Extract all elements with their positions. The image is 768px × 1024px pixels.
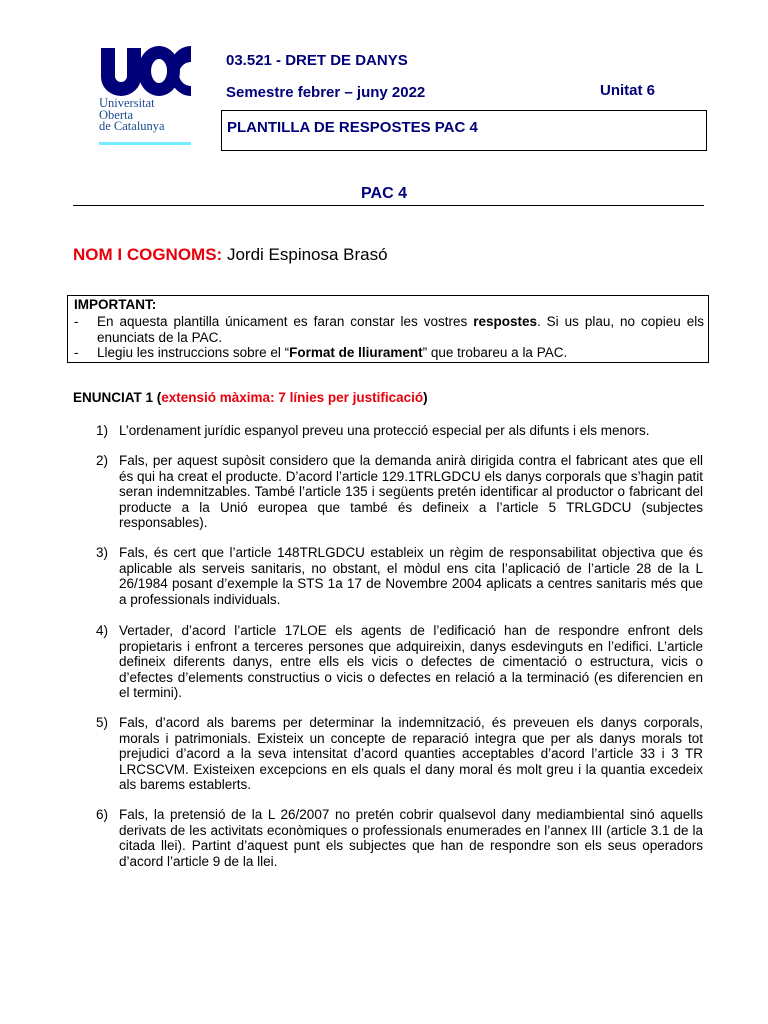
answer-number: 1) xyxy=(96,423,109,438)
answer-text: L’ordenament jurídic espanyol preveu una protecció especial per als difunts i els menors. xyxy=(119,423,650,438)
text-run: . Si us plau, no copieu els enunciats de la PAC. xyxy=(97,314,704,345)
logo-line-1: Universitat xyxy=(99,96,155,110)
answer-number: 5) xyxy=(96,715,109,730)
section-heading xyxy=(73,390,428,405)
title-divider xyxy=(73,205,704,206)
important-notice-box xyxy=(67,295,709,363)
logo-line-3: de Catalunya xyxy=(99,119,165,133)
answer-text: Fals, la pretensió de la L 26/2007 no pretén cobrir qualsevol dany mediambiental sinó aquells derivats de les activitats econòmiques o professionals enumerades en l’annex III (article 3.1 de la citada llei). Partint d’aquest punt els subjectes que han de respondre son els seus operadors d’acord l’article 9 de la llei. xyxy=(119,807,703,869)
student-name-label: NOM I COGNOMS: xyxy=(73,245,223,264)
uoc-logo-mark xyxy=(99,46,191,96)
answer-text: Fals, és cert que l’article 148TRLGDCU estableix un règim de responsabilitat objectiva que és aplicable als serveis sanitaris, no obstant, el mòdul ens cita l’aplicació de l’article 28 de la L 26/1984 posant d’exemple la STS 1a 17 de Novembre 2004 aplicats a centres sanitaris més que a professionals individuals. xyxy=(119,545,703,607)
answer-text: Vertader, d’acord l’article 17LOE els agents de l’edificació han de respondre enfront dels propietaris i enfront a terceres persones que adquireixin, danys esdevinguts en l’edifici. L’article defineix diferents danys, entre ells els vicis o defectes de cimentació o estructura, vicis o d’efectes d’elements constructius o vicis o defectes en relació a la terminació (es diferencien en el termini). xyxy=(119,623,703,700)
uoc-logo xyxy=(99,46,191,146)
student-name-row xyxy=(73,245,388,265)
uoc-logo-text xyxy=(99,98,191,133)
logo-underline xyxy=(99,142,191,145)
answer-text: Fals, d’acord als barems per determinar la indemnització, és preveuen els danys corporals, morals i patrimonials. Existeix un concepte de reparació integra que per als danys morals tot prejudici d’acord a la seva intensitat d’acord quanties acceptables d’acord l’article 33 i 3 TR LRCSCVM. Existeixen excepcions en els quals el dany moral és molt greu i la quantia excedeix als barems establerts. xyxy=(119,715,703,792)
bullet: - xyxy=(74,345,79,360)
heading-close: ) xyxy=(423,390,428,405)
heading-label: ENUNCIAT 1 ( xyxy=(73,390,162,405)
bullet: - xyxy=(74,314,79,329)
text-bold: respostes xyxy=(473,314,537,329)
text-bold: Format de lliurament xyxy=(289,345,423,360)
answer-number: 6) xyxy=(96,807,109,822)
student-name: Jordi Espinosa Brasó xyxy=(226,245,388,264)
answer-number: 4) xyxy=(96,623,109,638)
text-run: ” que trobareu a la PAC. xyxy=(422,345,568,360)
template-title: PLANTILLA DE RESPOSTES PAC 4 xyxy=(227,119,478,136)
answer-number: 3) xyxy=(96,545,109,560)
heading-note: extensió màxima: 7 línies per justificació xyxy=(161,390,424,405)
page-title: PAC 4 xyxy=(361,185,407,202)
unit-label: Unitat 6 xyxy=(600,82,656,99)
course-title: 03.521 - DRET DE DANYS xyxy=(226,52,408,69)
text-run: En aquesta plantilla únicament es faran constar les vostres xyxy=(97,314,474,329)
important-item-text xyxy=(97,345,704,361)
answer-text: Fals, per aquest supòsit considero que la demanda anirà dirigida contra el fabricant ates que ell és qui ha creat el producte. D’acord l’article 129.1TRLGDCU els danys corporals que s’hagin patit seran indemnitzables. També l’article 135 i següents pretén identificar al productor o fabricant del producte a la Unió europea que també és defineix a l’article 5 TRLGDCU (subjectes responsables). xyxy=(119,453,703,530)
text-run: Llegiu les instruccions sobre el “ xyxy=(97,345,290,360)
important-item-text xyxy=(97,314,704,345)
answer-number: 2) xyxy=(96,453,109,468)
important-title: IMPORTANT: xyxy=(74,297,157,312)
template-title-box xyxy=(221,110,707,151)
logo-line-2: Oberta xyxy=(99,107,134,122)
semester-label: Semestre febrer – juny 2022 xyxy=(226,84,426,101)
